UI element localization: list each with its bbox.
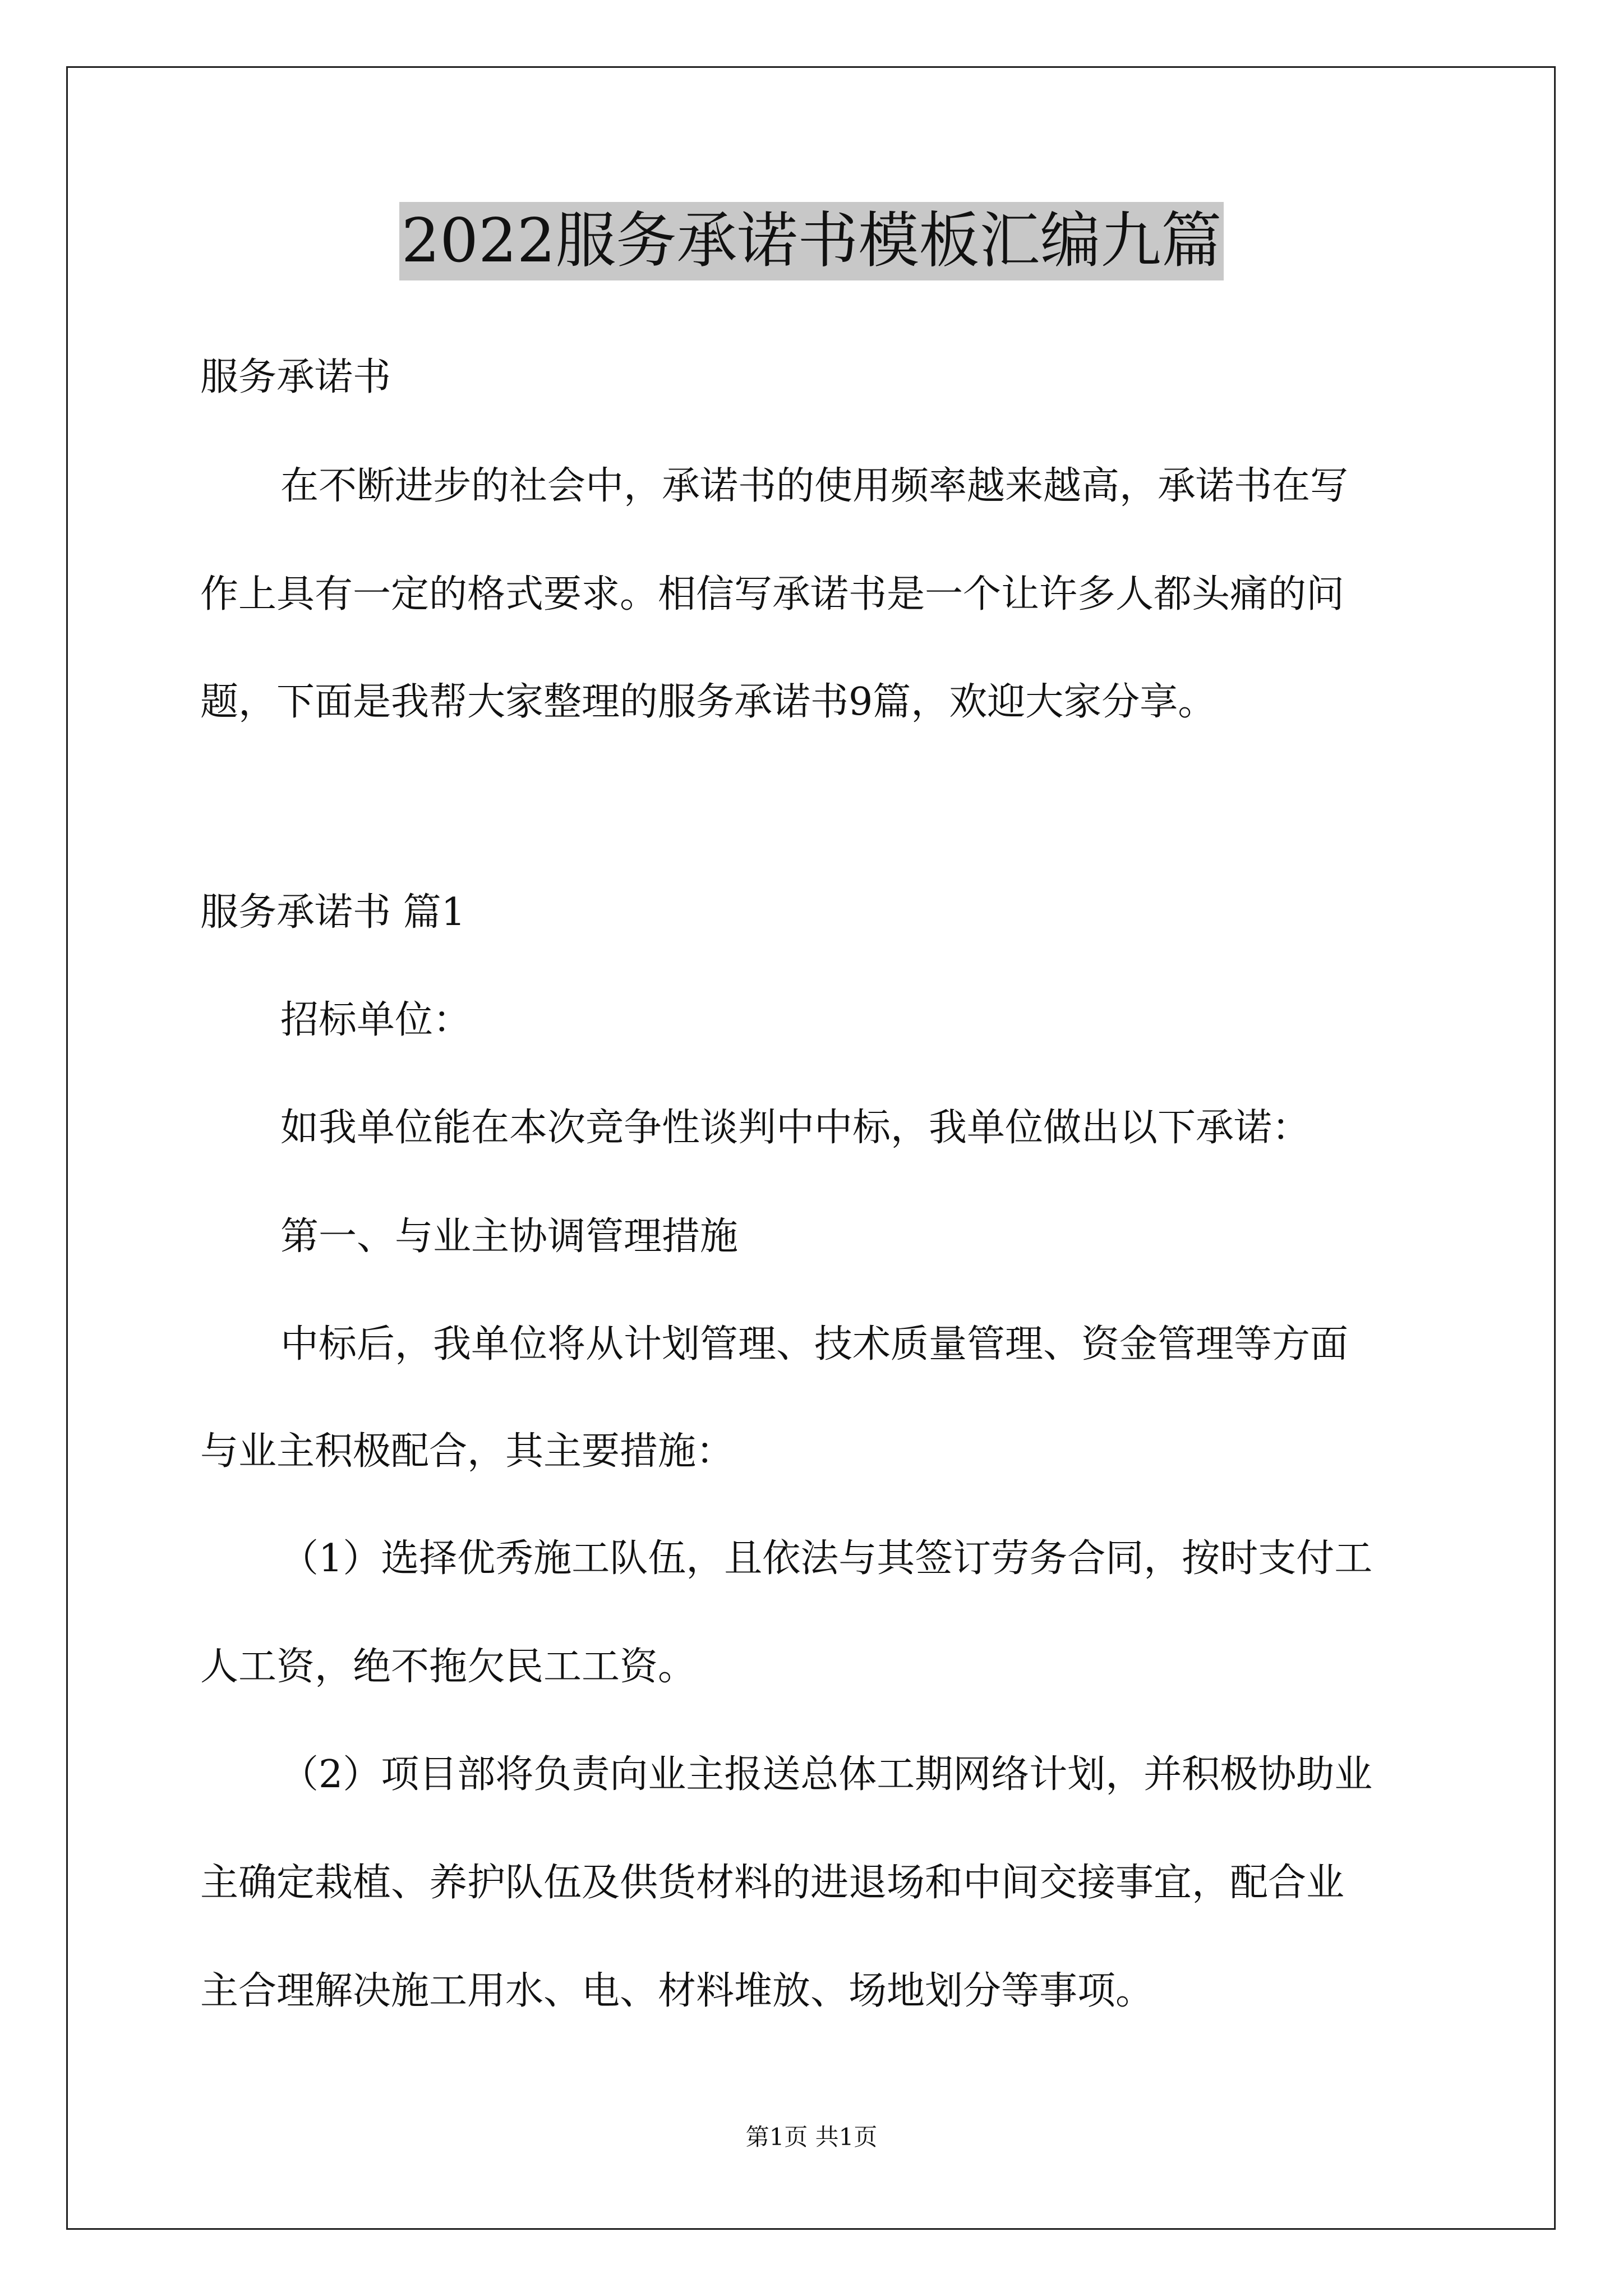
paragraph-line: 作上具有一定的格式要求。相信写承诺书是一个让许多人都头痛的问 bbox=[200, 572, 1345, 616]
paragraph-line: 如我单位能在本次竞争性谈判中中标，我单位做出以下承诺： bbox=[280, 1106, 1311, 1150]
paragraph-line: 主确定栽植、养护队伍及供货材料的进退场和中间交接事宜，配合业 bbox=[200, 1861, 1345, 1905]
paragraph-line: 在不断进步的社会中，承诺书的使用频率越来越高，承诺书在写 bbox=[280, 464, 1349, 508]
paragraph-line: （2）项目部将负责向业主报送总体工期网络计划，并积极协助业 bbox=[280, 1752, 1373, 1797]
paragraph-line: 与业主积极配合，其主要措施： bbox=[200, 1429, 735, 1474]
paragraph-line: 中标后，我单位将从计划管理、技术质量管理、资金管理等方面 bbox=[280, 1322, 1349, 1366]
document-title: 2022服务承诺书模板汇编九篇 bbox=[399, 202, 1224, 280]
paragraph-line: 人工资，绝不拖欠民工工资。 bbox=[200, 1645, 697, 1689]
paragraph-line: 主合理解决施工用水、电、材料堆放、场地划分等事项。 bbox=[200, 1969, 1154, 2013]
section-heading: 服务承诺书 篇1 bbox=[200, 890, 465, 935]
paragraph-line: 招标单位： bbox=[280, 998, 472, 1042]
page-footer: 第1页 共1页 bbox=[745, 2123, 878, 2151]
heading-line: 服务承诺书 bbox=[200, 355, 391, 399]
paragraph-line: 第一、与业主协调管理措施 bbox=[280, 1214, 739, 1259]
paragraph-line: 题，下面是我帮大家整理的服务承诺书9篇，欢迎大家分享。 bbox=[200, 680, 1216, 724]
title-container bbox=[0, 202, 1623, 280]
paragraph-line: （1）选择优秀施工队伍，且依法与其签订劳务合同，按时支付工 bbox=[280, 1536, 1373, 1581]
